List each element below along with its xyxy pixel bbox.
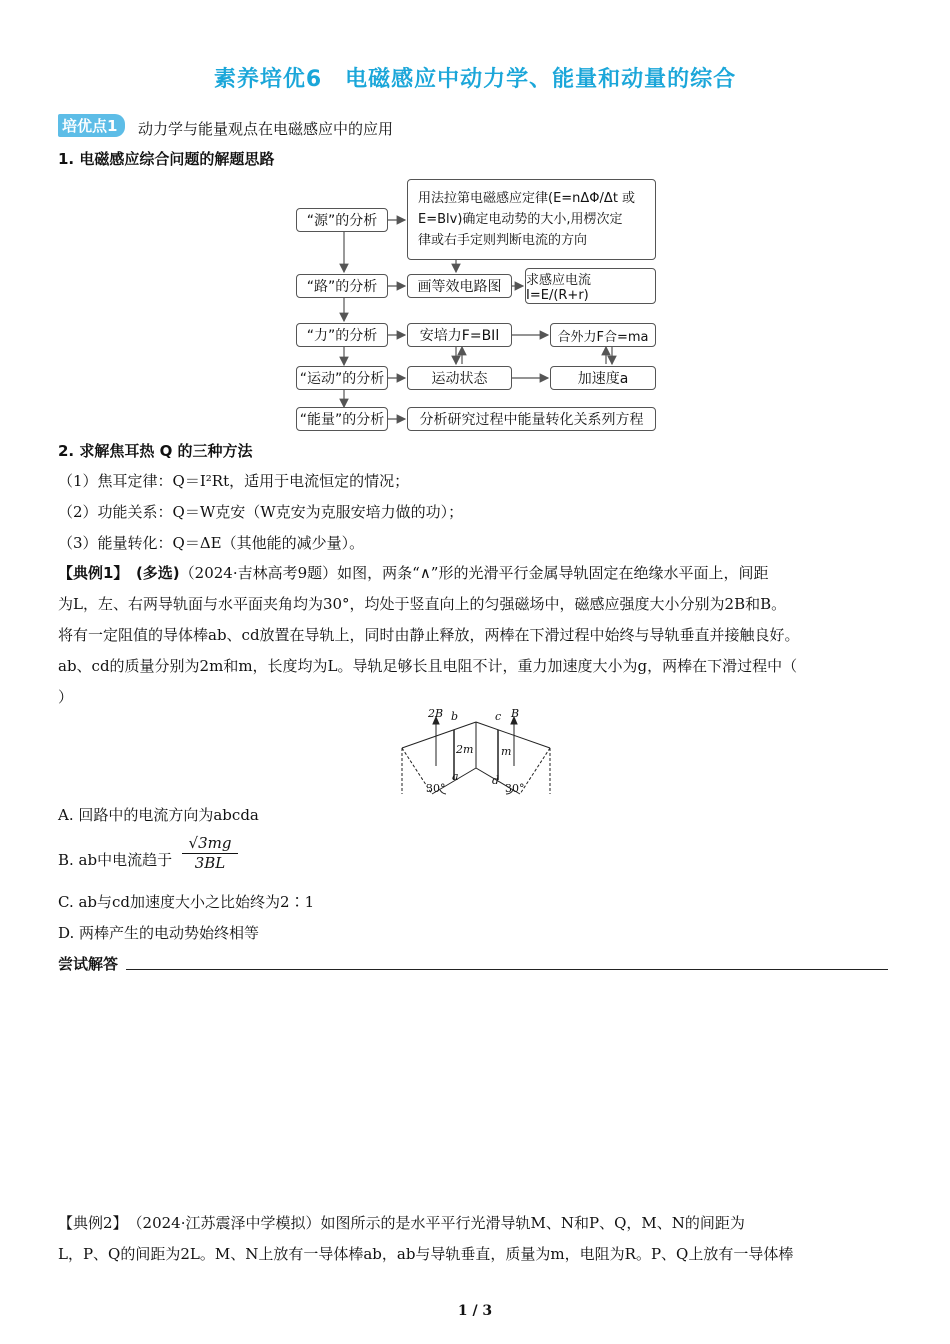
method-2: （2）功能关系：Q＝W克安（W克安为克服安培力做的功）； — [58, 503, 464, 521]
fig-label-2B: 2B — [428, 707, 444, 720]
page-number: 1 / 3 — [457, 1303, 493, 1319]
option-d: D. 两棒产生的电动势始终相等 — [58, 924, 260, 942]
fig-label-d: d — [492, 774, 500, 787]
example-2-line1: 【典例2】 （2024·江苏震泽中学模拟）如图所示的是水平平行光滑导轨M、N和P、Q，M、N的间距为 — [58, 1214, 745, 1232]
fig-label-a: a — [452, 770, 459, 783]
example-1-line1: （2024·吉林高考9题）如图，两条“∧”形的光滑平行金属导轨固定在绝缘水平面上，间距 — [179, 564, 769, 582]
flow-current: 求感应电流 I=E/(R+r) — [525, 268, 656, 304]
example-1-tag: (多选) — [135, 564, 180, 582]
flow-source-detail — [407, 179, 656, 260]
option-b-prefix: B. ab中电流趋于 — [58, 851, 173, 869]
flow-source-detail-2: E=Blv)确定电动势的大小,用楞次定 — [418, 212, 623, 227]
section-tag: 培优点1 — [58, 114, 125, 137]
option-a: A. 回路中的电流方向为abcda — [58, 806, 259, 824]
fig-angle-left: 30° — [426, 782, 446, 795]
rail-figure — [398, 706, 558, 798]
flow-motion: “运动”的分析 — [296, 366, 388, 390]
flow-ampere: 安培力F=BIl — [407, 323, 512, 347]
fig-label-c: c — [495, 710, 502, 723]
example-1-head: 【典例1】 — [58, 564, 121, 582]
flow-source-detail-1: 用法拉第电磁感应定律(E=nΔΦ/Δt 或 — [418, 191, 636, 206]
rail-figure-drawing — [398, 706, 558, 798]
option-c: C. ab与cd加速度大小之比始终为2∶1 — [58, 893, 315, 911]
flow-motion-state: 运动状态 — [407, 366, 512, 390]
flow-diagram — [290, 176, 662, 438]
flow-road-detail: 画等效电路图 — [407, 274, 512, 298]
option-b-fraction — [182, 834, 238, 872]
fig-angle-right: 30° — [505, 782, 525, 795]
section-title: 动力学与能量观点在电磁感应中的应用 — [138, 120, 394, 138]
flow-net-force: 合外力F合=ma — [550, 323, 656, 347]
flow-road: “路”的分析 — [296, 274, 388, 298]
example-1-line5: ） — [58, 688, 74, 706]
flow-force: “力”的分析 — [296, 323, 388, 347]
flow-source: “源”的分析 — [296, 208, 388, 232]
example-2-line2: L，P、Q的间距为2L。M、N上放有一导体棒ab，ab与导轨垂直，质量为m，电阻为R。P、Q上放有一导体棒 — [58, 1245, 794, 1263]
example-2 — [58, 1208, 892, 1270]
try-answer-label: 尝试解答 — [58, 955, 119, 973]
example-1 — [58, 558, 892, 713]
heading-2: 2. 求解焦耳热 Q 的三种方法 — [58, 442, 253, 460]
method-3: （3）能量转化：Q＝ΔE（其他能的减少量）。 — [58, 534, 365, 552]
answer-line[interactable] — [126, 968, 888, 970]
method-1: （1）焦耳定律：Q＝I²Rt，适用于电流恒定的情况； — [58, 472, 410, 490]
fig-label-2m: 2m — [456, 743, 474, 756]
page-title: 素养培优6 电磁感应中动力学、能量和动量的综合 — [213, 67, 737, 92]
example-1-line2: 为L，左、右两导轨面与水平面夹角均为30°，均处于竖直向上的匀强磁场中，磁感应强度大小分别为2B和B。 — [58, 595, 787, 613]
heading-1: 1. 电磁感应综合问题的解题思路 — [58, 150, 275, 168]
option-b — [58, 850, 172, 870]
flow-source-detail-3: 律或右手定则判断电流的方向 — [418, 233, 588, 248]
flow-energy: “能量”的分析 — [296, 407, 388, 431]
fig-label-B: B — [511, 707, 520, 720]
fig-label-m: m — [501, 745, 512, 758]
fraction-denominator: 3BL — [194, 854, 226, 872]
example-1-line3: 将有一定阻值的导体棒ab、cd放置在导轨上，同时由静止释放，两棒在下滑过程中始终与导轨垂直并接触良好。 — [58, 626, 800, 644]
flow-energy-detail: 分析研究过程中能量转化关系列方程 — [407, 407, 656, 431]
flow-accel: 加速度a — [550, 366, 656, 390]
example-1-line4: ab、cd的质量分别为2m和m，长度均为L。导轨足够长且电阻不计，重力加速度大小为g，两棒在下滑过程中（ — [58, 657, 798, 675]
fig-label-b: b — [451, 710, 459, 723]
fraction-numerator: √3mg — [182, 834, 238, 854]
